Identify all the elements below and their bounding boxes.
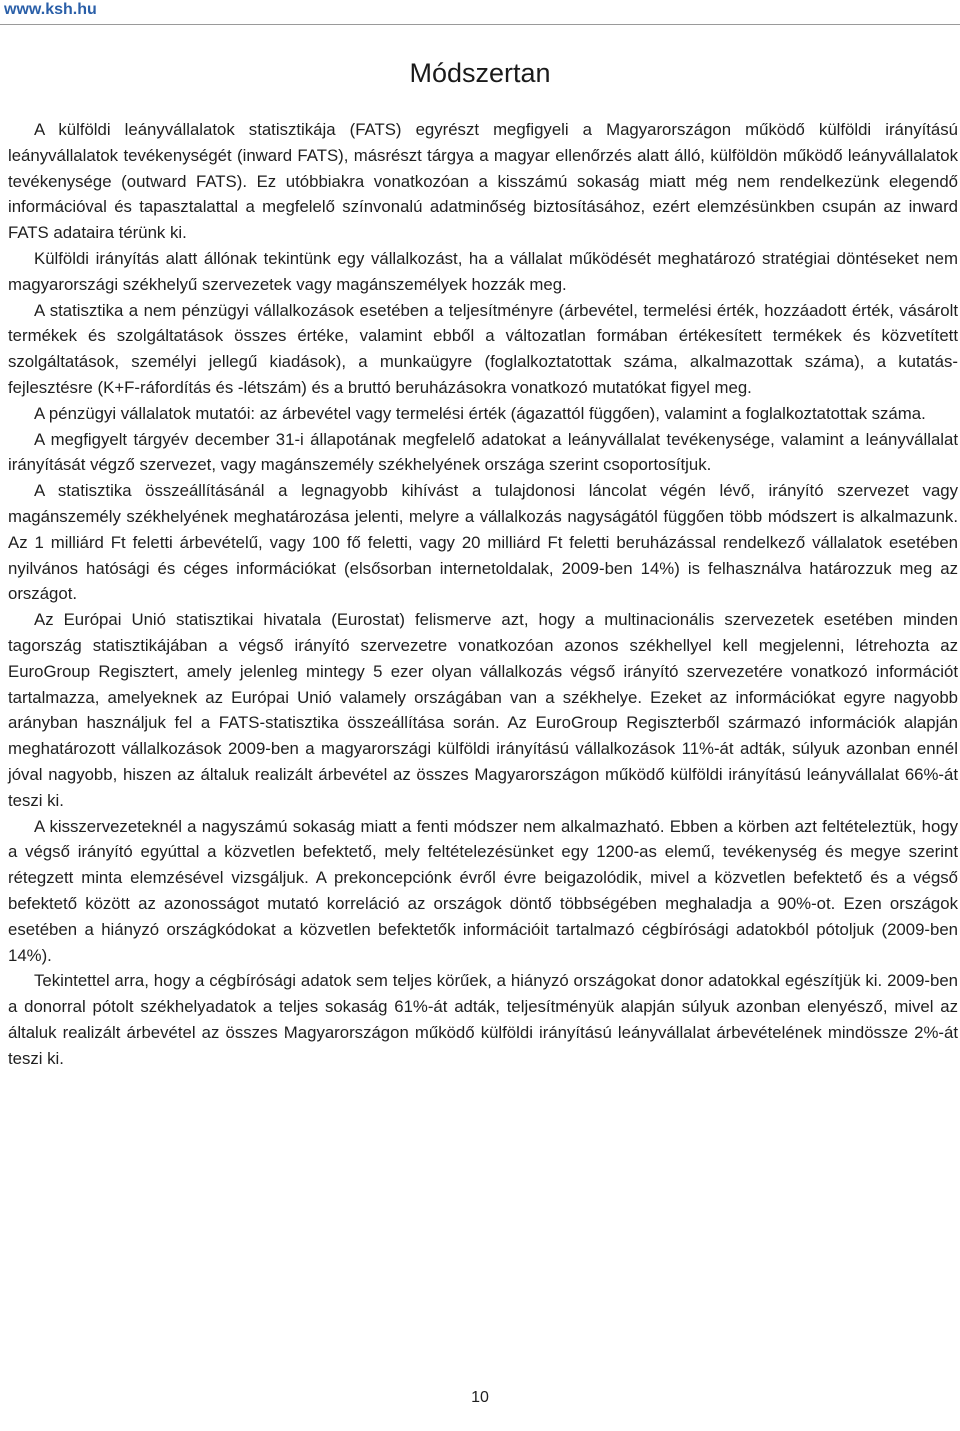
site-header — [0, 0, 960, 25]
document-body — [8, 117, 958, 1071]
paragraph: Tekintettel arra, hogy a cégbírósági adatok sem teljes körűek, a hiányzó országokat donor adatokkal egészítjük ki. 2009-ben a donorral pótolt székhelyadatok a teljes sokaság 61%-át adták, teljesítményük alapján súlyuk azonban elenyésző, mivel az általuk realizált árbevétel az összes Magyarországon működő külföldi irányítású leányvállalat árbevételének mindössze 2%-át teszi ki. — [8, 971, 958, 1068]
site-link[interactable]: www.ksh.hu — [4, 1, 97, 18]
paragraph: A külföldi leányvállalatok statisztikája (FATS) egyrészt megfigyeli a Magyarországon működő külföldi irányítású leányvállalatok tevékenységét (inward FATS), másrészt tárgya a magyar ellenőrzés alatt álló, külföldön működő leányvállalatok tevékenysége (outward FATS). Ez utóbbiakra vonatkozóan a kisszámú sokaság miatt még nem rendelkezünk elegendő információval és tapasztalattal a megfelelő színvonalú adatminőség biztosításához, ezért elemzésünkben csupán az inward FATS adataira térünk ki. — [8, 120, 958, 243]
paragraph: A megfigyelt tárgyév december 31-i állapotának megfelelő adatokat a leányvállalat tevékenysége, valamint a leányvállalat irányítását végző szervezet, vagy magánszemély székhelyének országa szerint csoportosítjuk. — [8, 429, 958, 475]
paragraph: A kisszervezeteknél a nagyszámú sokaság miatt a fenti módszer nem alkalmazható. Ebben a körben azt feltételeztük, hogy a végső irányító egyúttal a közvetlen befektető, mely feltételezésünket egy 1200-as elemű, tevékenység és megye szerint rétegzett minta elemzésével vizsgáljuk. A prekoncepciónk évről évre beigazolódik, mivel a közvetlen befektető és a végső befektető között az azonosságot mutató korreláció az országok döntő többségében meghaladja a 90%-ot. Ezen országok esetében a hiányzó országkódokat a közvetlen befektetők információit tartalmazó cégbírósági adatokból pótoljuk (2009-ben 14%). — [8, 816, 958, 965]
page-number: 10 — [471, 1389, 489, 1406]
paragraph: Az Európai Unió statisztikai hivatala (Eurostat) felismerve azt, hogy a multinacionális szervezetek esetében minden tagország statisztikájában a végső irányító szervezetre vonatkozóan azonos székhellyel kell megjelenni, létrehozta az EuroGroup Regisztert, amely jelenleg mintegy 5 ezer olyan vállalkozás végső irányító szervezetére vonatkozó információt tartalmazza, amelyeknek az Európai Unió valamely országában van a székhelye. Ezeket az információkat egyre nagyobb arányban használjuk fel a FATS-statisztika összeállítása során. Az EuroGroup Regiszterből származó információk alapján meghatározott vállalkozások 2009-ben a magyarországi külföldi irányítású vállalkozások 11%-át adták, súlyuk azonban ennél jóval nagyobb, hiszen az általuk realizált árbevétel az összes Magyarországon működő külföldi irányítású leányvállalat 66%-át teszi ki. — [8, 610, 958, 810]
paragraph: Külföldi irányítás alatt állónak tekintünk egy vállalkozást, ha a vállalat működését meghatározó stratégiai döntéseket nem magyarországi székhelyű szervezetek vagy magánszemélyek hozzák meg. — [8, 248, 958, 294]
page-title: Módszertan — [409, 58, 551, 88]
paragraph: A pénzügyi vállalatok mutatói: az árbevétel vagy termelési érték (ágazattól függően), valamint a foglalkoztatottak száma. — [34, 403, 926, 423]
paragraph: A statisztika a nem pénzügyi vállalkozások esetében a teljesítményre (árbevétel, termelési érték, hozzáadott érték, vásárolt termékek és szolgáltatások összes értéke, valamint ebből a változatlan formában értékesített termékek és közvetített szolgáltatások, személyi jellegű kiadások), a munkaügyre (foglalkoztatottak száma, alkalmazottak száma), a kutatás-fejlesztésre (K+F-ráfordítás és -létszám) és a bruttó beruházásokra vonatkozó mutatókat figyel meg. — [8, 300, 958, 397]
paragraph: A statisztika összeállításánál a legnagyobb kihívást a tulajdonosi láncolat végén lévő, irányító szervezet vagy magánszemély székhelyének meghatározása jelenti, melyre a vállalkozás nagyságától függően több módszert is alkalmazunk. Az 1 milliárd Ft feletti árbevételű, vagy 100 fő feletti, vagy 20 milliárd Ft feletti beruházással rendelkező vállalatok esetében nyilvános hatósági és céges információkat (elsősorban internetoldalak, 2009-ben 14%) is felhasználva határozzuk meg az országot. — [8, 481, 958, 604]
